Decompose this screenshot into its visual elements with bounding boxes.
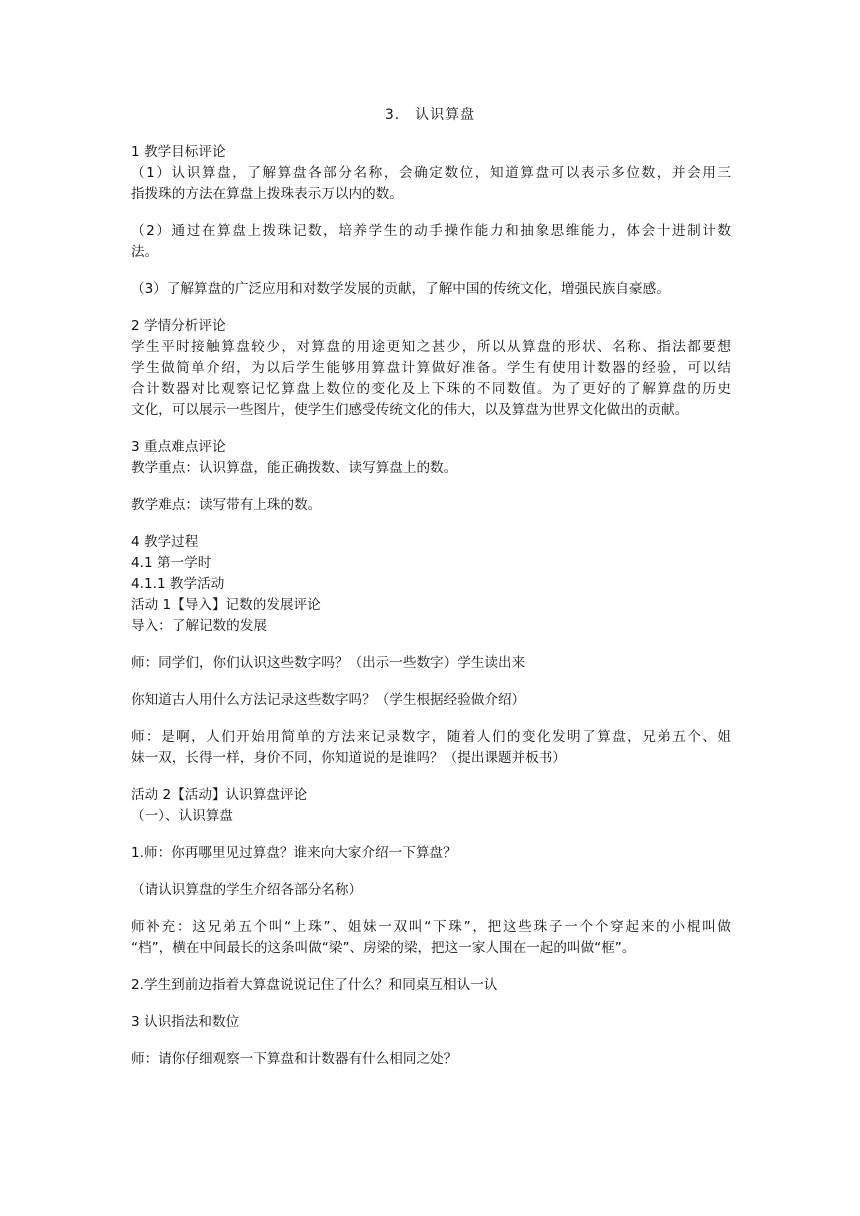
analysis-line-1: 学生平时接触算盘较少，对算盘的用途更知之甚少，所以从算盘的形状、名称、指法都要想 (131, 339, 731, 355)
document-body (131, 142, 731, 1070)
supplement-line-2: “档”，横在中间最长的这条叫做“梁”、房梁的梁，把这一家人围在一起的叫做“框”。 (131, 940, 636, 956)
document-title: 3. 认识算盘 (384, 107, 476, 123)
goal-2-line-2: 法。 (131, 244, 159, 260)
analysis-line-4: 文化，可以展示一些图片，使学生们感受传统文化的伟大，以及算盘为世界文化做出的贡献。 (131, 402, 689, 418)
question-2: 2.学生到前边指着大算盘说说记住了什么？和同桌互相认一认 (131, 977, 498, 993)
teacher-line-3a: 师：是啊，人们开始用简单的方法来记录数字，随着人们的变化发明了算盘，兄弟五个、姐 (131, 729, 731, 745)
question-1: 1.师：你再哪里见过算盘？谁来向大家介绍一下算盘？ (131, 845, 457, 861)
teacher-line-3b: 妹一双，长得一样，身价不同，你知道说的是谁吗？（提出课题并板书） (131, 750, 566, 766)
subsection-first-lesson: 4.1 第一学时 (131, 555, 212, 571)
goal-2-line-1: （2）通过在算盘上拨珠记数，培养学生的动手操作能力和抽象思维能力，体会十进制计数 (131, 223, 731, 239)
analysis-line-3: 合计数器对比观察记忆算盘上数位的变化及上下珠的不同数值。为了更好的了解算盘的历史 (131, 381, 731, 397)
supplement-line-1: 师补充：这兄弟五个叫“上珠”、姐妹一双叫“下珠”，把这些珠子一个个穿起来的小棍叫做 (131, 919, 731, 935)
activity-2-subtitle: （一）、认识算盘 (131, 808, 233, 824)
fingering-and-place-value-heading: 3 认识指法和数位 (131, 1014, 240, 1030)
activity-1-intro: 导入：了解记数的发展 (131, 618, 267, 634)
activity-2-title: 活动 2【活动】认识算盘评论 (131, 787, 308, 803)
subsection-teaching-activities: 4.1.1 教学活动 (131, 576, 225, 592)
question-1-note: （请认识算盘的学生介绍各部分名称） (131, 882, 363, 898)
teacher-line-2: 你知道古人用什么方法记录这些数字吗？（学生根据经验做介绍） (131, 692, 526, 708)
goal-3-line-1: （3）了解算盘的广泛应用和对数学发展的贡献，了解中国的传统文化，增强民族自豪感。 (131, 281, 670, 297)
section-heading-teaching-goals: 1 教学目标评论 (131, 144, 226, 160)
section-heading-key-points: 3 重点难点评论 (131, 439, 226, 455)
analysis-line-2: 学生做简单介绍，为以后学生能够用算盘计算做好准备。学生有使用计数器的经验，可以结 (131, 360, 731, 376)
goal-1-line-1: （1）认识算盘，了解算盘各部分名称，会确定数位，知道算盘可以表示多位数，并会用三 (131, 165, 731, 181)
activity-1-title: 活动 1【导入】记数的发展评论 (131, 597, 321, 613)
section-heading-teaching-process: 4 教学过程 (131, 534, 199, 550)
difficult-point-text: 教学难点：读写带有上珠的数。 (131, 497, 322, 513)
question-4: 师：请你仔细观察一下算盘和计数器有什么相同之处？ (131, 1051, 458, 1067)
goal-1-line-2: 指拨珠的方法在算盘上拨珠表示万以内的数。 (131, 186, 403, 202)
key-point-text: 教学重点：认识算盘，能正确拨数、读写算盘上的数。 (131, 460, 458, 476)
teacher-line-1: 师：同学们，你们认识这些数字吗？（出示一些数字）学生读出来 (131, 655, 526, 671)
section-heading-student-analysis: 2 学情分析评论 (131, 318, 226, 334)
